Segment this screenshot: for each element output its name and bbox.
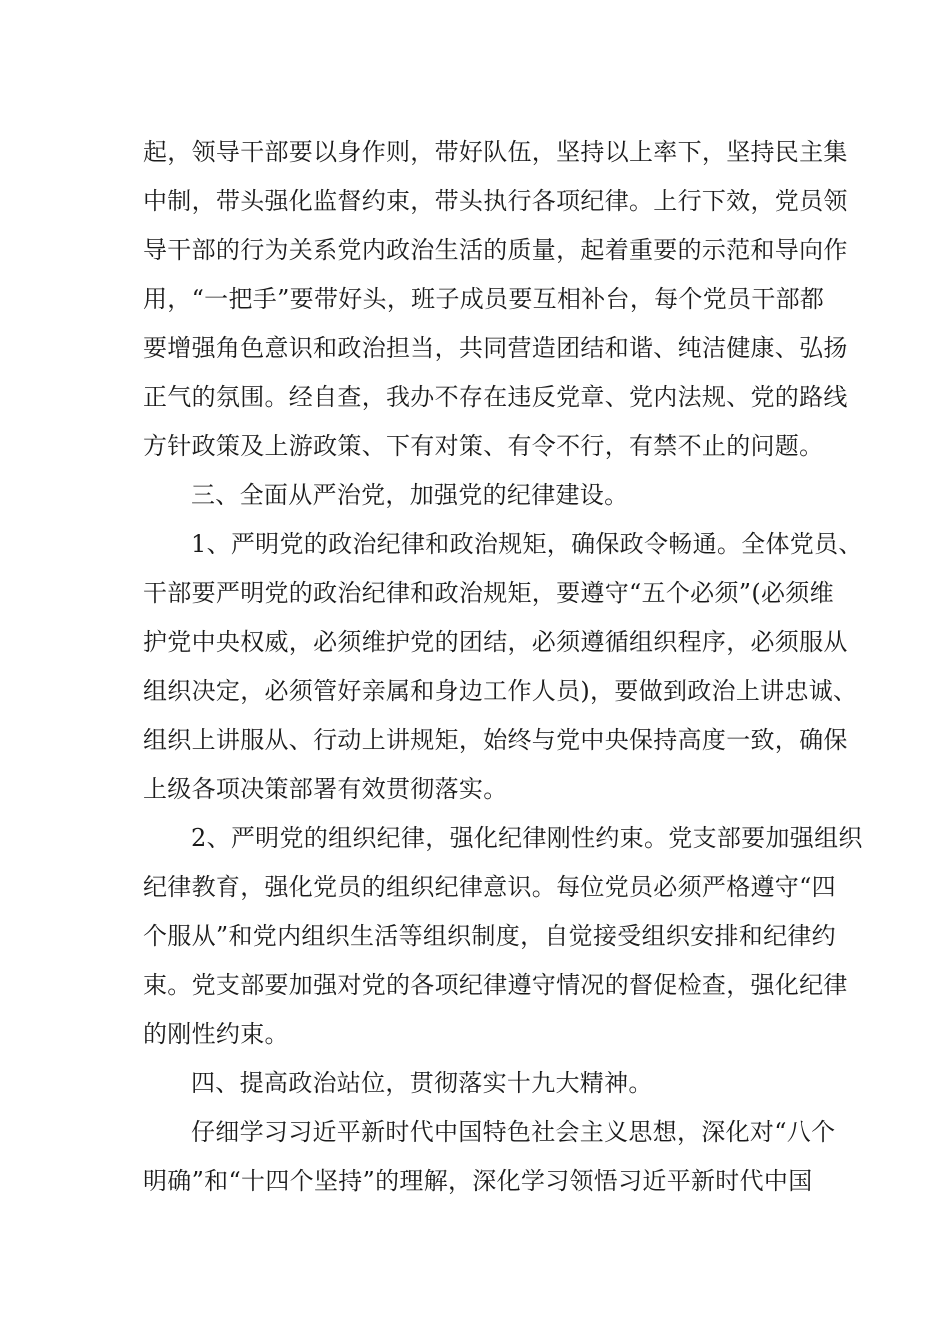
text-line: 束。党支部要加强对党的各项纪律遵守情况的督促检查，强化纪律 — [143, 971, 848, 999]
text-line: 2、严明党的组织纪律，强化纪律刚性约束。党支部要加强组织 — [191, 824, 863, 852]
text-line: 组织决定，必须管好亲属和身边工作人员)，要做到政治上讲忠诚、 — [143, 677, 858, 705]
text-line: 仔细学习习近平新时代中国特色社会主义思想，深化对“八个 — [191, 1118, 836, 1146]
section-heading-3: 三、全面从严治党，加强党的纪律建设。 — [191, 481, 629, 509]
text-line: 正气的氛围。经自查，我办不存在违反党章、党内法规、党的路线 — [143, 383, 848, 411]
text-line: 护党中央权威，必须维护党的团结，必须遵循组织程序，必须服从 — [143, 628, 848, 656]
body-text — [143, 128, 863, 1206]
text-line: 纪律教育，强化党员的组织纪律意识。每位党员必须严格遵守“四 — [143, 873, 836, 901]
text-line: 上级各项决策部署有效贯彻落实。 — [143, 775, 508, 803]
text-line: 用，“一把手”要带好头，班子成员要互相补台，每个党员干部都 — [143, 285, 825, 313]
text-line: 起，领导干部要以身作则，带好队伍，坚持以上率下，坚持民主集 — [143, 138, 848, 166]
text-line: 的刚性约束。 — [143, 1020, 289, 1048]
text-line: 中制，带头强化监督约束，带头执行各项纪律。上行下效，党员领 — [143, 187, 848, 215]
text-line: 方针政策及上游政策、下有对策、有令不行，有禁不止的问题。 — [143, 432, 824, 460]
text-line: 组织上讲服从、行动上讲规矩，始终与党中央保持高度一致，确保 — [143, 726, 848, 754]
text-line: 导干部的行为关系党内政治生活的质量，起着重要的示范和导向作 — [143, 236, 848, 264]
text-line: 明确”和“十四个坚持”的理解，深化学习领悟习近平新时代中国 — [143, 1167, 813, 1195]
text-line: 个服从”和党内组织生活等组织制度，自觉接受组织安排和纪律约 — [143, 922, 836, 950]
section-heading-4: 四、提高政治站位，贯彻落实十九大精神。 — [191, 1069, 653, 1097]
text-line: 1、严明党的政治纪律和政治规矩，确保政令畅通。全体党员、 — [191, 530, 863, 558]
text-line: 干部要严明党的政治纪律和政治规矩，要遵守“五个必须”(必须维 — [143, 579, 834, 607]
text-line: 要增强角色意识和政治担当，共同营造团结和谐、纯洁健康、弘扬 — [143, 334, 848, 362]
